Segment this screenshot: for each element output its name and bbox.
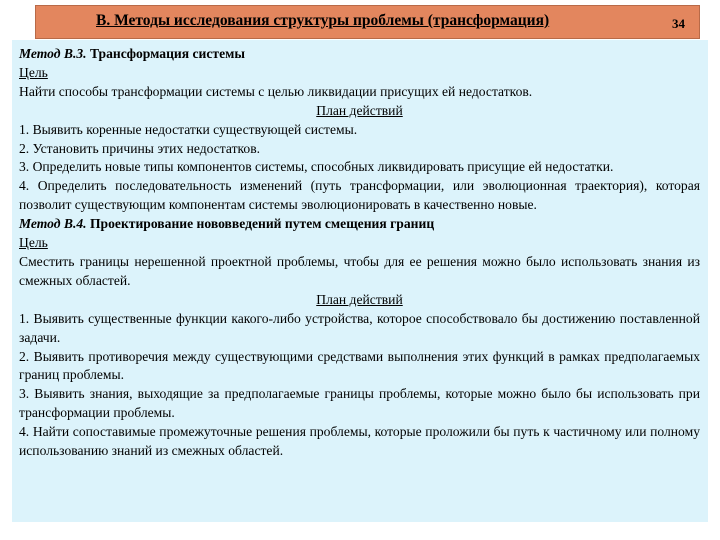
method-b3-heading [19, 45, 700, 64]
method-b4-step-1: 1. Выявить существенные функции какого-либо устройства, которое способствовало бы достижению поставленной задачи. [19, 310, 700, 345]
slide-title-bar [35, 5, 700, 39]
slide-content [12, 40, 708, 522]
method-b3-label: Метод B.3. [19, 46, 87, 61]
method-b4-heading [19, 215, 700, 234]
slide-title: B. Методы исследования структуры проблемы (трансформация) [96, 12, 550, 29]
method-b4-step-3: 3. Выявить знания, выходящие за предполагаемые границы проблемы, которые можно было бы использовать при трансформации проблемы. [19, 386, 700, 421]
method-b4-goal-heading: Цель [19, 235, 48, 251]
method-b4-name: Проектирование нововведений путем смещения границ [89, 216, 435, 232]
method-b3-step-4: 4. Определить последовательность изменений (путь трансформации, или эволюционная траектория), которая позволит существующим компонентам системы эволюционировать в качественно новые. [19, 178, 700, 213]
method-b4-plan-heading: План действий [316, 291, 403, 307]
method-b4-step-2: 2. Выявить противоречия между существующими средствами выполнения этих функций в рамках предполагаемых границ проблемы. [19, 348, 700, 383]
method-b4-label: Метод B.4. [19, 216, 87, 232]
method-b3-step-3: 3. Определить новые типы компонентов системы, способных ликвидировать присущие ей недостатки. [19, 159, 614, 175]
page-number: 34 [672, 16, 685, 31]
method-b4-goal-text: Сместить границы нерешенной проектной проблемы, чтобы для ее решения можно было использовать знания из смежных областей. [19, 253, 700, 288]
method-b3-goal-heading: Цель [19, 64, 48, 80]
method-b4-step-4: 4. Найти сопоставимые промежуточные решения проблемы, которые проложили бы путь к частичному или полному использованию знаний из смежных областей. [19, 424, 700, 459]
method-b3-plan-heading: План действий [316, 102, 403, 118]
method-b3-name: Трансформация системы [89, 46, 245, 61]
method-b3-step-1: 1. Выявить коренные недостатки существующей системы. [19, 121, 358, 137]
method-b3-step-2: 2. Установить причины этих недостатков. [19, 140, 261, 156]
method-b3-goal-text: Найти способы трансформации системы с целью ликвидации присущих ей недостатков. [19, 83, 533, 99]
